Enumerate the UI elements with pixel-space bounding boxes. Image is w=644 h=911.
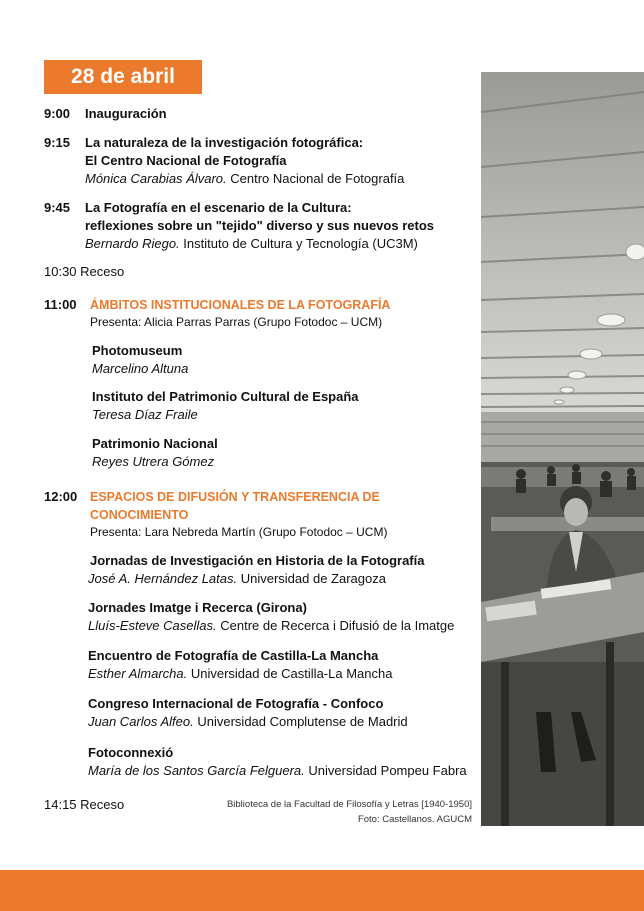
- talk1-affiliation: Centro Nacional de Fotografía: [226, 171, 405, 186]
- talk1-title-line2: El Centro Nacional de Fotografía: [85, 153, 287, 168]
- session2-item-affiliation: Universidad de Zaragoza: [237, 571, 386, 586]
- session2-time: 12:00: [44, 489, 78, 504]
- library-photo-illustration: [481, 72, 644, 826]
- session2-item-name: Jornades Imatge i Recerca (Girona): [88, 600, 307, 615]
- talk2-speaker-line: [85, 236, 418, 252]
- session2-item-speaker: José A. Hernández Latas.: [88, 571, 238, 586]
- talk2-speaker: Bernardo Riego.: [85, 236, 180, 251]
- session2-item-speaker-line: [88, 666, 392, 682]
- session1-item-speaker: Reyes Utrera Gómez: [92, 454, 215, 469]
- session1-time: 11:00: [44, 297, 77, 312]
- inauguration-time: 9:00: [44, 106, 71, 121]
- session2-item-affiliation: Centre de Recerca i Difusió de la Imatge: [216, 618, 455, 633]
- date-banner: [44, 60, 202, 94]
- session2-item-name: Congreso Internacional de Fotografía - Confoco: [88, 696, 384, 711]
- session2-item-name: Fotoconnexió: [88, 745, 174, 760]
- session2-item-name: Jornadas de Investigación en Historia de la Fotografía: [90, 553, 425, 568]
- break2: 14:15 Receso: [44, 797, 125, 812]
- session2-item-speaker: Esther Almarcha.: [88, 666, 188, 681]
- inauguration-title: Inauguración: [85, 106, 167, 121]
- session2-presenter: Presenta: Lara Nebreda Martín (Grupo Fotodoc – UCM): [90, 525, 388, 539]
- session2-item-affiliation: Universidad Complutense de Madrid: [193, 714, 408, 729]
- session2-item-affiliation: Universidad Pompeu Fabra: [304, 763, 467, 778]
- session2-item-speaker: María de los Santos García Felguera.: [88, 763, 305, 778]
- session2-item-speaker: Lluís-Esteve Casellas.: [88, 618, 217, 633]
- talk1-time: 9:15: [44, 135, 71, 150]
- session2-item-speaker-line: [88, 763, 467, 779]
- session2-item-speaker-line: [88, 714, 408, 730]
- talk2-title-line1: La Fotografía en el escenario de la Cultura:: [85, 200, 352, 215]
- session2-title-line2: CONOCIMIENTO: [90, 508, 189, 522]
- session2-item-speaker: Juan Carlos Alfeo.: [88, 714, 194, 729]
- session1-item-name: Patrimonio Nacional: [92, 436, 218, 451]
- footer-bar: [0, 870, 644, 911]
- session1-item-speaker: Teresa Díaz Fraile: [92, 407, 198, 422]
- talk1-title-line1: La naturaleza de la investigación fotográfica:: [85, 135, 364, 150]
- session1-presenter: Presenta: Alicia Parras Parras (Grupo Fotodoc – UCM): [90, 315, 383, 329]
- photo-caption-line2: Foto: Castellanos. AGUCM: [357, 814, 472, 825]
- session2-item-speaker-line: [88, 618, 454, 634]
- talk1-speaker: Mónica Carabias Álvaro.: [85, 171, 227, 186]
- session1-item-name: Photomuseum: [92, 343, 183, 358]
- talk2-affiliation: Instituto de Cultura y Tecnología (UC3M): [179, 236, 418, 251]
- session1-title: ÁMBITOS INSTITUCIONALES DE LA FOTOGRAFÍA: [90, 298, 391, 312]
- session2-title-line1: ESPACIOS DE DIFUSIÓN Y TRANSFERENCIA DE: [90, 490, 380, 504]
- date-label: 28 de abril: [71, 65, 175, 88]
- talk2-title-line2: reflexiones sobre un "tejido" diverso y sus nuevos retos: [85, 218, 434, 233]
- session2-item-affiliation: Universidad de Castilla-La Mancha: [187, 666, 393, 681]
- photo-caption-line1: Biblioteca de la Facultad de Filosofía y Letras [1940-1950]: [226, 799, 472, 810]
- session2-item-name: Encuentro de Fotografía de Castilla-La Mancha: [88, 648, 379, 663]
- talk1-speaker-line: [85, 171, 404, 187]
- break1: 10:30 Receso: [44, 264, 125, 279]
- talk2-time: 9:45: [44, 200, 71, 215]
- session1-item-name: Instituto del Patrimonio Cultural de España: [92, 389, 359, 404]
- session1-item-speaker: Marcelino Altuna: [92, 361, 189, 376]
- library-photo: [481, 72, 644, 826]
- session2-item-speaker-line: [88, 571, 386, 587]
